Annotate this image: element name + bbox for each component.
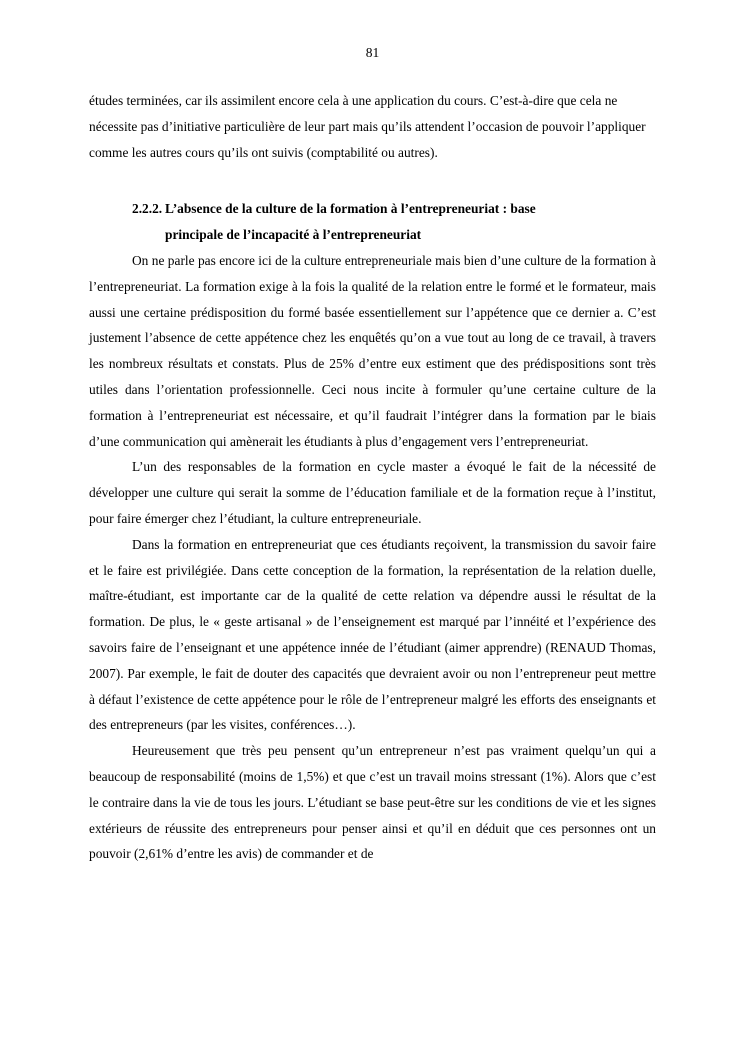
paragraph-responsable: L’un des responsables de la formation en cycle master a évoqué le fait de la nécessité de développer une culture qui serait la somme de l’éducation familiale et de la formation reçue à l’institut, pour faire émerger chez l’étudiant, la culture entrepreneuriale.	[89, 459, 656, 526]
section-number: 2.2.2.	[132, 201, 163, 217]
section-title-line2: principale de l’incapacité à l’entrepreneuriat	[165, 227, 422, 243]
paragraph-formation: Dans la formation en entrepreneuriat que ces étudiants reçoivent, la transmission du savoir faire et le faire est privilégiée. Dans cette conception de la formation, la représentation de la relation duelle, maître-étudiant, est importante car de la qualité de cette relation va dépendre aussi le résultat de la formation. De plus, le « geste artisanal » de l’enseignement est marqué par l’innéité et l’expérience des savoirs faire de l’enseignant et une appétence innée de l’étudiant (aimer apprendre) (RENAUD Thomas, 2007). Par exemple, le fait de douter des capacités que devraient avoir ou non l’entrepreneur peut mettre à défaut l’existence de cette appétence pour le rôle de l’entrepreneur malgré les efforts des enseignants et des entrepreneurs (par les visites, conférences…).	[89, 536, 656, 733]
document-body	[89, 88, 656, 867]
paragraph-continuation: études terminées, car ils assimilent encore cela à une application du cours. C’est-à-dire que cela ne nécessite pas d’initiative particulière de leur part mais qu’ils attendent l’occasion de pouvoir l’appliquer comme les autres cours qu’ils ont suivis (comptabilité ou autres).	[89, 93, 646, 160]
section-heading	[89, 196, 656, 248]
page-number: 81	[365, 45, 380, 60]
paragraph-culture: On ne parle pas encore ici de la culture entrepreneuriale mais bien d’une culture de la formation à l’entrepreneuriat. La formation exige à la fois la qualité de la relation entre le formé et le formateur, mais aussi une certaine prédisposition du formé basée essentiellement sur l’appétence que ce dernier a. C’est justement l’absence de cette appétence chez les enquêtés qu’on a vue tout au long de ce travail, à travers les nombreux résultats et constats. Plus de 25% d’entre eux estiment que des prédispositions sont très utiles dans l’orientation professionnelle. Ceci nous incite à formuler qu’une certaine culture de la formation à l’entrepreneuriat est nécessaire, et qu’il faudrait l’intégrer dans la formation par le biais d’une communication qui amènerait les étudiants à plus d’engagement vers l’entrepreneuriat.	[89, 252, 656, 449]
section-title-line1: L’absence de la culture de la formation à l’entrepreneuriat : base	[165, 201, 536, 217]
paragraph-heureusement: Heureusement que très peu pensent qu’un entrepreneur n’est pas vraiment quelqu’un qui a beaucoup de responsabilité (moins de 1,5%) et que c’est un travail moins stressant (1%). Alors que c’est le contraire dans la vie de tous les jours. L’étudiant se base peut-être sur les conditions de vie et les signes extérieurs de réussite des entrepreneurs pour penser ainsi et qu’il en déduit que ces personnes ont un pouvoir (2,61% d’entre les avis) de commander et de	[89, 743, 656, 862]
